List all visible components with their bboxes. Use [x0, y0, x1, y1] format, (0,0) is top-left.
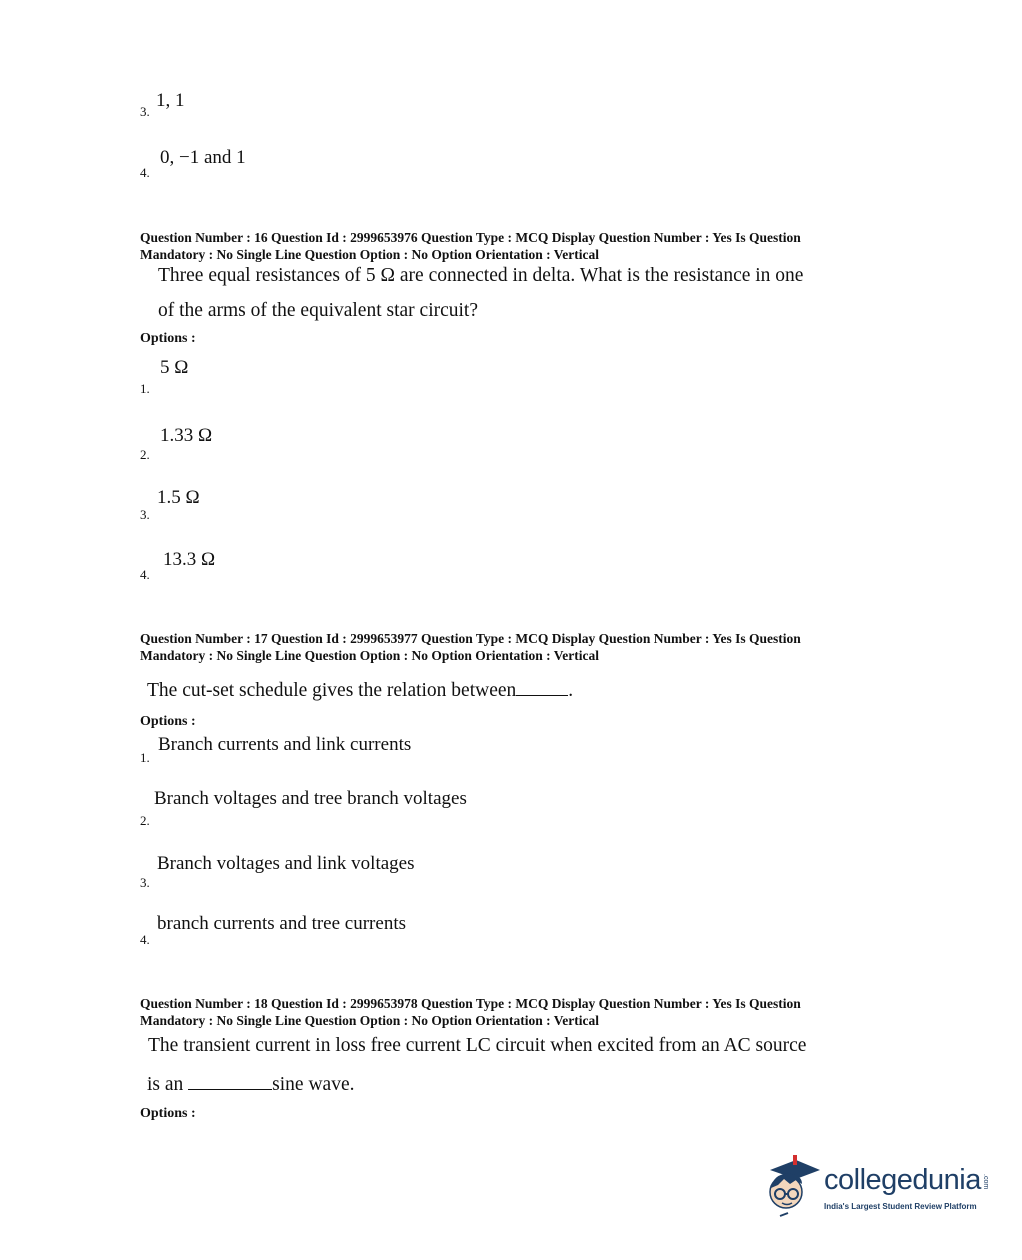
answer-blank: [188, 1071, 272, 1090]
question-text: of the arms of the equivalent star circuit?: [158, 300, 478, 321]
collegedunia-logo: [762, 1152, 1002, 1224]
question-text: The cut-set schedule gives the relation between: [147, 680, 517, 701]
logo-tagline: India's Largest Student Review Platform: [824, 1202, 977, 1211]
option-number: 2.: [140, 447, 150, 462]
option-text: Branch voltages and link voltages: [157, 853, 415, 874]
option-number: 4.: [140, 932, 150, 947]
option-number: 3.: [140, 507, 150, 522]
option-number: 1.: [140, 750, 150, 765]
option-text: Branch voltages and tree branch voltages: [154, 788, 467, 809]
logo-domain: .com: [982, 1174, 989, 1190]
option-text: Branch currents and link currents: [158, 734, 412, 755]
options-label: Options :: [140, 714, 196, 729]
option-number: 4.: [140, 165, 150, 180]
question-meta: Question Number : 16 Question Id : 2999653976 Question Type : MCQ Display Question Number : Yes Is Question: [140, 230, 801, 245]
option-text: 5 Ω: [160, 357, 189, 378]
question-meta: Question Number : 17 Question Id : 2999653977 Question Type : MCQ Display Question Number : Yes Is Question: [140, 631, 801, 646]
option-number: 3.: [140, 104, 150, 119]
question-text: sine wave.: [272, 1074, 355, 1095]
option-number: 1.: [140, 381, 150, 396]
option-text: branch currents and tree currents: [157, 913, 406, 934]
option-text: 0, −1 and 1: [160, 147, 246, 168]
logo-wordmark: collegedunia: [824, 1164, 981, 1196]
option-text: 13.3 Ω: [163, 549, 216, 570]
mascot-icon: [762, 1152, 824, 1224]
option-text: 1.5 Ω: [157, 487, 200, 508]
question-text: is an: [147, 1074, 184, 1095]
option-text: 1.33 Ω: [160, 425, 213, 446]
question-text-end: .: [568, 680, 574, 701]
answer-blank: [516, 677, 568, 696]
option-number: 3.: [140, 875, 150, 890]
option-number: 2.: [140, 813, 150, 828]
options-label: Options :: [140, 1106, 196, 1121]
option-text: 1, 1: [156, 90, 185, 111]
question-meta: Mandatory : No Single Line Question Option : No Option Orientation : Vertical: [140, 1013, 600, 1028]
question-text: Three equal resistances of 5 Ω are connected in delta. What is the resistance in one: [158, 265, 804, 286]
question-meta: Mandatory : No Single Line Question Option : No Option Orientation : Vertical: [140, 648, 600, 663]
question-meta: Mandatory : No Single Line Question Option : No Option Orientation : Vertical: [140, 247, 600, 262]
question-text: The transient current in loss free current LC circuit when excited from an AC source: [148, 1035, 807, 1056]
question-meta: Question Number : 18 Question Id : 2999653978 Question Type : MCQ Display Question Number : Yes Is Question: [140, 996, 801, 1011]
options-label: Options :: [140, 331, 196, 346]
option-number: 4.: [140, 567, 150, 582]
